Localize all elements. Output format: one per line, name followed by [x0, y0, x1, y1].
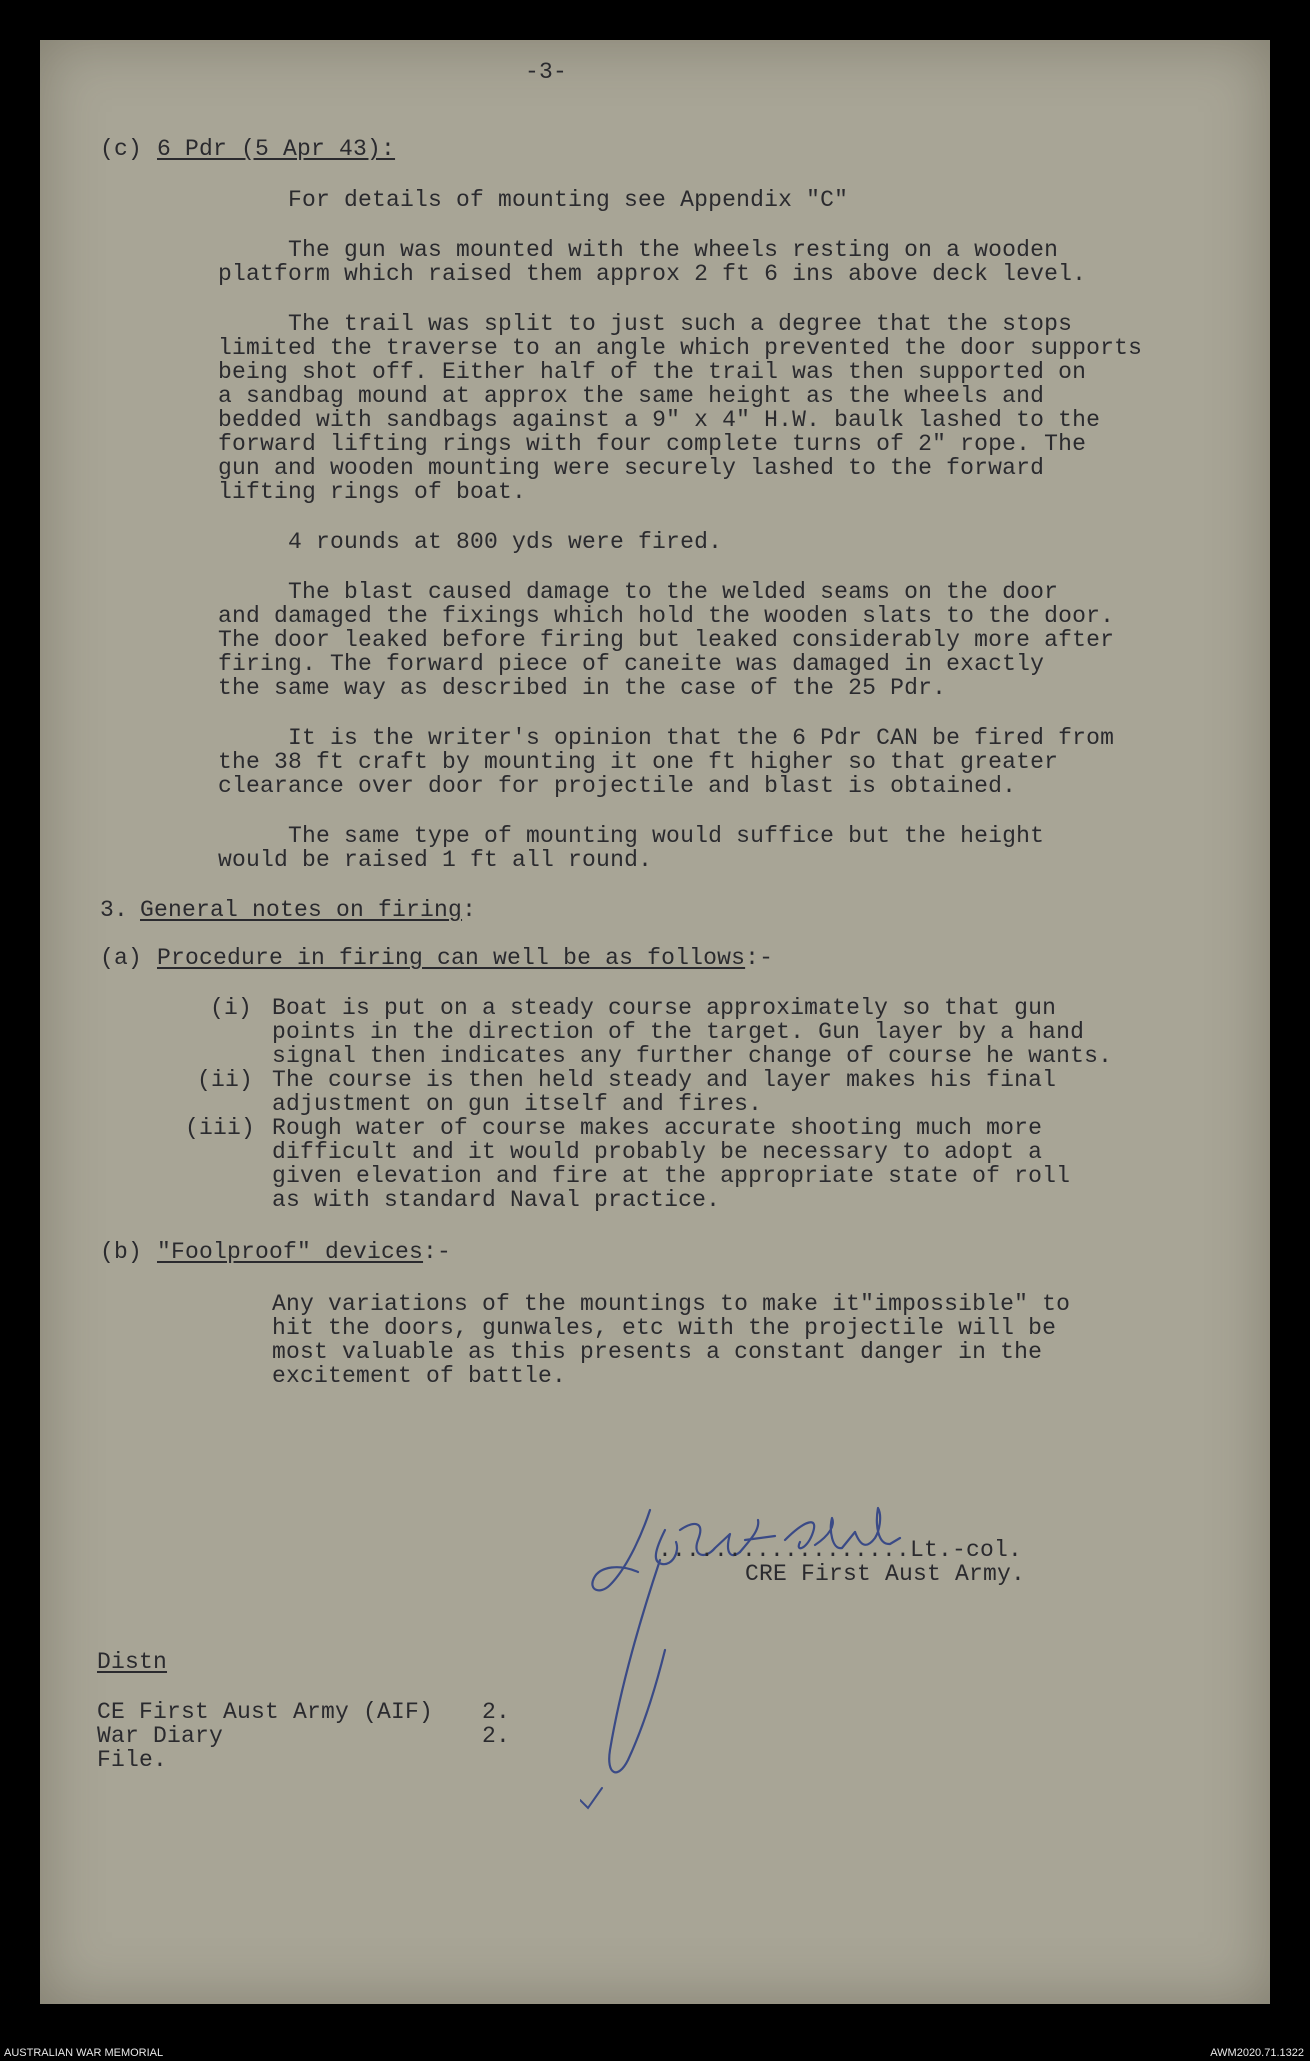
section-3a-label: (a) [100, 945, 143, 971]
section-c-para-5-line: The door leaked before firing but leaked considerably more after [218, 627, 1115, 653]
signatory-title: CRE First Aust Army. [745, 1561, 1026, 1587]
section-c-para-6-line: clearance over door for projectile and blast is obtained. [218, 773, 1017, 799]
section-3b-line: excitement of battle. [272, 1363, 567, 1389]
section-c-para-3-line: forward lifting rings with four complete turns of 2" rope. The [218, 431, 1087, 457]
section-c-heading: 6 Pdr (5 Apr 43): [157, 136, 396, 162]
section-3b-label: (b) [100, 1239, 143, 1265]
list-item-line: Boat is put on a steady course approximately so that gun [272, 995, 1057, 1021]
distribution-name: File. [97, 1747, 168, 1773]
distribution-heading: Distn [97, 1649, 168, 1675]
section-3-heading-row [140, 898, 476, 923]
distribution-count: 2. [482, 1699, 511, 1725]
section-c-label: (c) [100, 136, 143, 162]
section-c-para-7-line: would be raised 1 ft all round. [218, 847, 653, 873]
section-c-para-3-line: a sandbag mound at approx the same height as the wheels and [218, 383, 1045, 409]
section-3-heading-suffix: : [462, 897, 477, 923]
document-page [40, 40, 1270, 2004]
section-3b-heading-row [157, 1240, 451, 1265]
list-item-number: (i) [210, 995, 253, 1021]
list-item-line: Rough water of course makes accurate shooting much more [272, 1115, 1043, 1141]
section-c-para-5-line: The blast caused damage to the welded seams on the door [288, 579, 1059, 605]
section-c-para-3-line: bedded with sandbags against a 9" x 4" H.W. baulk lashed to the [218, 407, 1101, 433]
section-3a-heading-suffix: :- [745, 945, 774, 971]
section-c-para-2-line: The gun was mounted with the wheels resting on a wooden [288, 237, 1059, 263]
list-item-line: points in the direction of the target. Gun layer by a hand [272, 1019, 1085, 1045]
section-c-para-3-line: limited the traverse to an angle which prevented the door supports [218, 335, 1143, 361]
section-3b-heading-suffix: :- [423, 1239, 452, 1265]
section-c-para-5-line: firing. The forward piece of caneite was damaged in exactly [218, 651, 1045, 677]
section-c-para-6-line: It is the writer's opinion that the 6 Pdr CAN be fired from [288, 725, 1115, 751]
section-c-para-6-line: the 38 ft craft by mounting it one ft higher so that greater [218, 749, 1059, 775]
section-c-para-1: For details of mounting see Appendix "C" [288, 187, 849, 213]
list-item-line: as with standard Naval practice. [272, 1187, 721, 1213]
section-c-para-7-line: The same type of mounting would suffice but the height [288, 823, 1045, 849]
section-c-para-5-line: the same way as described in the case of the 25 Pdr. [218, 675, 947, 701]
list-item-line: The course is then held steady and layer makes his final [272, 1067, 1057, 1093]
section-3a-heading: Procedure in firing can well be as follows [157, 945, 746, 971]
page-number: -3- [525, 59, 568, 85]
section-c-para-3-line: gun and wooden mounting were securely lashed to the forward [218, 455, 1045, 481]
list-item-line: signal then indicates any further change of course he wants. [272, 1043, 1113, 1069]
distribution-name: CE First Aust Army (AIF) [97, 1699, 434, 1725]
footer-institution: AUSTRALIAN WAR MEMORIAL [4, 2047, 164, 2059]
list-item-line: adjustment on gun itself and fires. [272, 1091, 763, 1117]
list-item-number: (ii) [197, 1067, 254, 1093]
signature-line: ..................Lt.-col. [658, 1537, 1023, 1563]
list-item-line: given elevation and fire at the appropriate state of roll [272, 1163, 1071, 1189]
section-3b-heading: "Foolproof" devices [157, 1239, 424, 1265]
section-c-para-4: 4 rounds at 800 yds were fired. [288, 529, 723, 555]
section-c-para-2-line: platform which raised them approx 2 ft 6 ins above deck level. [218, 261, 1087, 287]
footer-accession-number: AWM2020.71.1322 [1210, 2047, 1304, 2059]
list-item-line: difficult and it would probably be necessary to adopt a [272, 1139, 1043, 1165]
section-c-para-3-line: lifting rings of boat. [218, 479, 527, 505]
list-item-number: (iii) [185, 1115, 256, 1141]
section-3b-line: hit the doors, gunwales, etc with the projectile will be [272, 1315, 1057, 1341]
section-c-para-5-line: and damaged the fixings which hold the wooden slats to the door. [218, 603, 1115, 629]
section-c-para-3-line: The trail was split to just such a degree that the stops [288, 311, 1073, 337]
section-3a-heading-row [157, 946, 773, 971]
section-3b-line: Any variations of the mountings to make it"impossible" to [272, 1291, 1071, 1317]
section-3b-line: most valuable as this presents a constant danger in the [272, 1339, 1043, 1365]
distribution-count: 2. [482, 1723, 511, 1749]
section-3-heading: General notes on firing [140, 897, 463, 923]
section-3-number: 3. [100, 897, 129, 923]
section-c-para-3-line: being shot off. Either half of the trail was then supported on [218, 359, 1087, 385]
distribution-name: War Diary [97, 1723, 224, 1749]
